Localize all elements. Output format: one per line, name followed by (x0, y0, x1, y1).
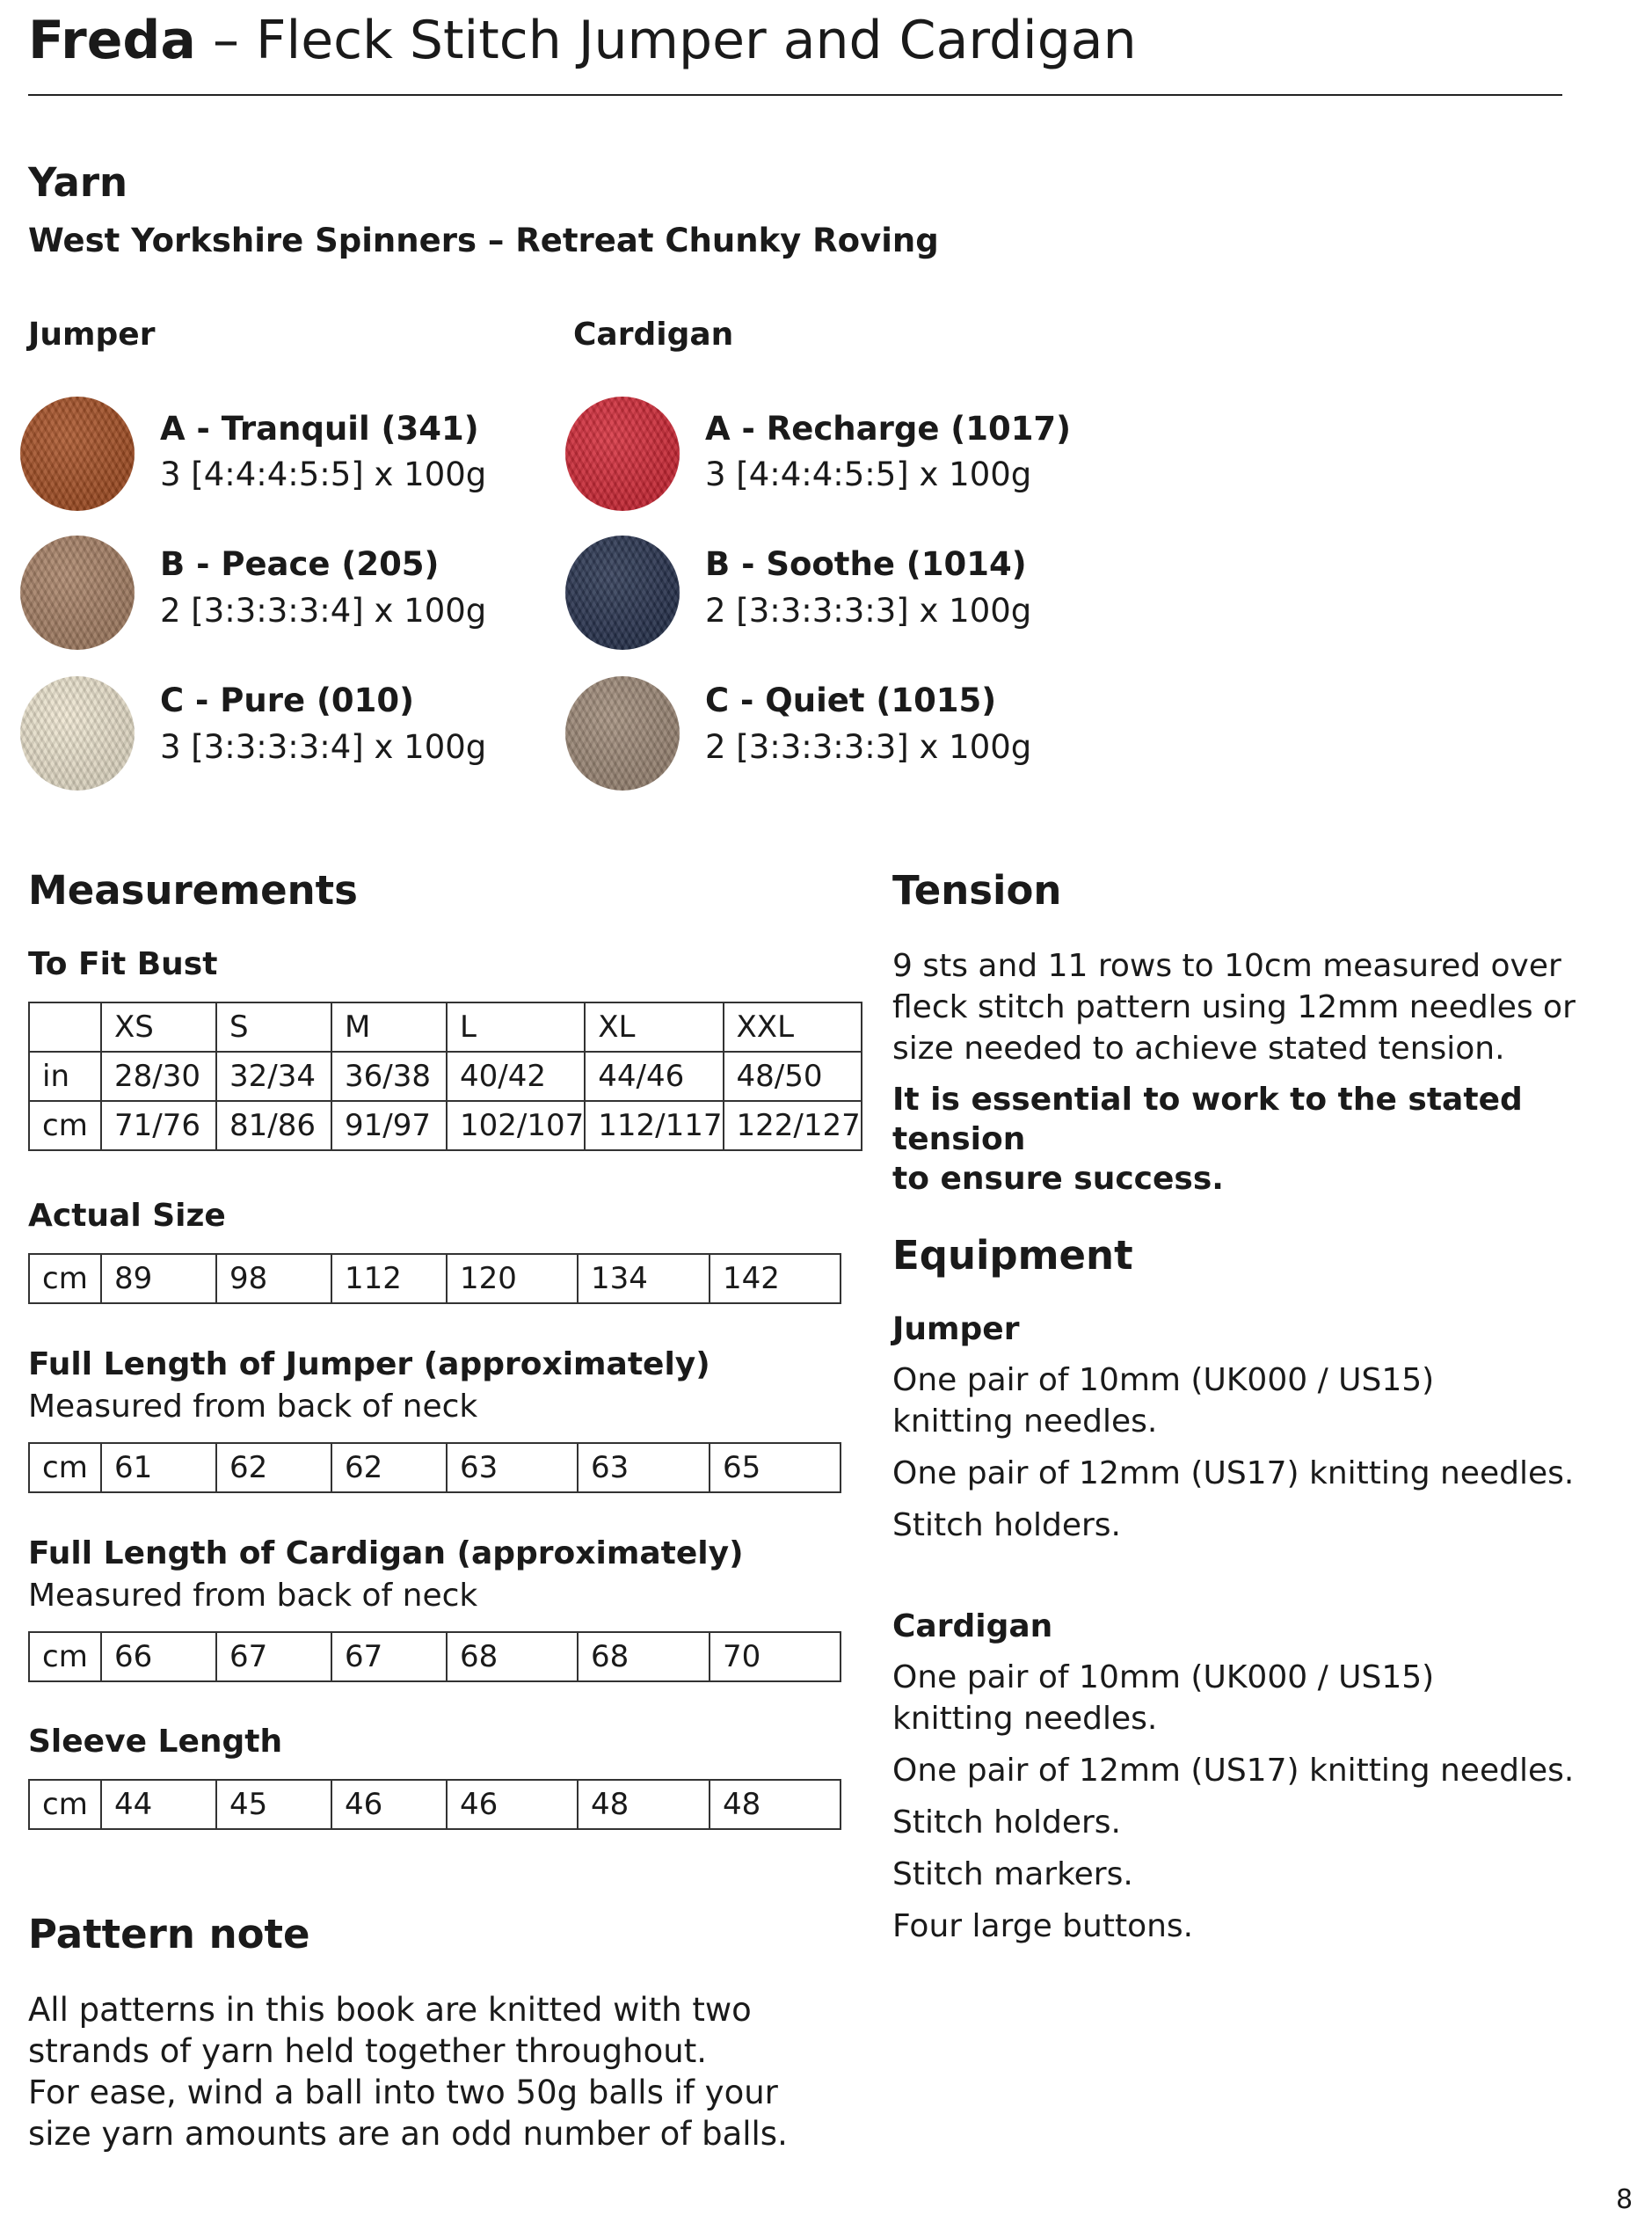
page-number: 8 (1616, 2184, 1634, 2215)
table-cell: XL (585, 1002, 723, 1052)
equipment-cardigan-heading: Cardigan (892, 1608, 1053, 1644)
yarn-jumper-c-qty: 3 [3:3:3:3:4] x 100g (160, 728, 487, 766)
equipment-cardigan-needles-10mm-cont: knitting needles. (892, 1701, 1158, 1737)
equipment-jumper-heading: Jumper (892, 1311, 1020, 1347)
table-cell: 63 (578, 1443, 710, 1492)
table-cell: 70 (710, 1632, 841, 1681)
table-cell: XS (101, 1002, 216, 1052)
equipment-jumper-needles-12mm: One pair of 12mm (US17) knitting needles. (892, 1455, 1575, 1491)
yarn-cardigan-c-name: C - Quiet (1015) (705, 682, 997, 719)
table-cell: 68 (447, 1632, 578, 1681)
table-cell: 45 (216, 1780, 331, 1829)
yarn-swatch-cardigan-b (565, 536, 680, 650)
actual-size-table (28, 1253, 841, 1304)
table-cell: 48 (578, 1780, 710, 1829)
table-cell: 32/34 (216, 1052, 331, 1101)
table-cell: 62 (331, 1443, 447, 1492)
table-cell: 65 (710, 1443, 841, 1492)
table-cell: 48/50 (724, 1052, 862, 1101)
measurements-heading: Measurements (28, 867, 358, 914)
equipment-cardigan-markers: Stitch markers. (892, 1856, 1133, 1892)
jumper-length-table (28, 1442, 841, 1493)
table-row (29, 1443, 841, 1492)
table-cell: 91/97 (331, 1101, 447, 1150)
table-cell: cm (29, 1632, 101, 1681)
table-cell: 71/76 (101, 1101, 216, 1150)
table-cell: 134 (578, 1254, 710, 1303)
actual-size-heading: Actual Size (28, 1198, 226, 1234)
pattern-note-heading: Pattern note (28, 1911, 310, 1957)
table-cell: 112 (331, 1254, 447, 1303)
table-cell: 63 (447, 1443, 578, 1492)
tension-warning-line: It is essential to work to the stated tension (892, 1082, 1523, 1157)
yarn-jumper-heading: Jumper (28, 317, 156, 353)
pattern-note-line: For ease, wind a ball into two 50g balls if your (28, 2074, 778, 2111)
yarn-swatch-jumper-c (20, 676, 135, 791)
tension-warning (892, 1080, 1652, 1199)
sleeve-length-table (28, 1779, 841, 1830)
table-cell: 66 (101, 1632, 216, 1681)
table-cell: 89 (101, 1254, 216, 1303)
pattern-note-line: strands of yarn held together throughout. (28, 2032, 707, 2070)
table-cell: cm (29, 1254, 101, 1303)
table-cell: 142 (710, 1254, 841, 1303)
table-cell: 67 (331, 1632, 447, 1681)
sleeve-length-heading: Sleeve Length (28, 1724, 283, 1760)
table-cell: 98 (216, 1254, 331, 1303)
table-row (29, 1254, 841, 1303)
cardigan-length-table (28, 1631, 841, 1682)
tension-heading: Tension (892, 867, 1062, 914)
yarn-jumper-a-name: A - Tranquil (341) (160, 410, 479, 448)
yarn-heading: Yarn (28, 159, 128, 206)
table-cell: cm (29, 1443, 101, 1492)
title-rest: – Fleck Stitch Jumper and Cardigan (195, 10, 1137, 71)
equipment-cardigan-needles-10mm: One pair of 10mm (UK000 / US15) (892, 1659, 1435, 1695)
table-row (29, 1632, 841, 1681)
pattern-note-line: All patterns in this book are knitted with two (28, 1991, 752, 2029)
title-rule (28, 94, 1562, 96)
table-cell: 40/42 (447, 1052, 585, 1101)
yarn-cardigan-a-qty: 3 [4:4:4:5:5] x 100g (705, 456, 1032, 493)
tension-line: 9 sts and 11 rows to 10cm measured over (892, 948, 1561, 984)
table-cell: XXL (724, 1002, 862, 1052)
cardigan-length-heading: Full Length of Cardigan (approximately) (28, 1535, 744, 1571)
bust-table (28, 1002, 862, 1151)
table-cell: cm (29, 1780, 101, 1829)
table-cell: 46 (447, 1780, 578, 1829)
yarn-cardigan-c-qty: 2 [3:3:3:3:3] x 100g (705, 728, 1032, 766)
table-cell: 44/46 (585, 1052, 723, 1101)
table-cell: 68 (578, 1632, 710, 1681)
table-cell: 81/86 (216, 1101, 331, 1150)
table-cell: cm (29, 1101, 101, 1150)
pattern-note-line: size yarn amounts are an odd number of balls. (28, 2115, 788, 2153)
table-cell: 44 (101, 1780, 216, 1829)
tension-text (892, 945, 1576, 1069)
table-cell: 28/30 (101, 1052, 216, 1101)
table-cell: L (447, 1002, 585, 1052)
table-row (29, 1052, 862, 1101)
equipment-cardigan-needles-12mm: One pair of 12mm (US17) knitting needles. (892, 1753, 1575, 1789)
tension-line: size needed to achieve stated tension. (892, 1031, 1505, 1067)
table-cell (29, 1002, 101, 1052)
equipment-jumper-holders: Stitch holders. (892, 1507, 1121, 1543)
table-cell: M (331, 1002, 447, 1052)
title-bold: Freda (28, 10, 196, 71)
equipment-jumper-needles-10mm-cont: knitting needles. (892, 1403, 1158, 1440)
yarn-swatch-cardigan-c (565, 676, 680, 791)
yarn-swatch-cardigan-a (565, 397, 680, 511)
pattern-note-text (28, 1989, 788, 2154)
to-fit-bust-heading: To Fit Bust (28, 946, 218, 982)
equipment-jumper-needles-10mm: One pair of 10mm (UK000 / US15) (892, 1362, 1435, 1398)
table-row (29, 1101, 862, 1150)
table-cell: 48 (710, 1780, 841, 1829)
yarn-jumper-a-qty: 3 [4:4:4:5:5] x 100g (160, 456, 487, 493)
yarn-jumper-c-name: C - Pure (010) (160, 682, 415, 719)
yarn-cardigan-a-name: A - Recharge (1017) (705, 410, 1072, 448)
yarn-swatch-jumper-a (20, 397, 135, 511)
yarn-cardigan-b-qty: 2 [3:3:3:3:3] x 100g (705, 592, 1032, 630)
equipment-cardigan-buttons: Four large buttons. (892, 1908, 1194, 1944)
table-row (29, 1002, 862, 1052)
page-title (28, 7, 1137, 74)
table-cell: 102/107 (447, 1101, 585, 1150)
table-row (29, 1780, 841, 1829)
table-cell: 62 (216, 1443, 331, 1492)
jumper-length-note: Measured from back of neck (28, 1389, 478, 1425)
cardigan-length-note: Measured from back of neck (28, 1578, 478, 1614)
yarn-jumper-b-qty: 2 [3:3:3:3:4] x 100g (160, 592, 487, 630)
yarn-brand: West Yorkshire Spinners – Retreat Chunky Roving (28, 222, 939, 259)
yarn-cardigan-heading: Cardigan (573, 317, 734, 353)
table-cell: 112/117 (585, 1101, 723, 1150)
equipment-cardigan-holders: Stitch holders. (892, 1804, 1121, 1841)
table-cell: 120 (447, 1254, 578, 1303)
yarn-swatch-jumper-b (20, 536, 135, 650)
table-cell: 122/127 (724, 1101, 862, 1150)
table-cell: 67 (216, 1632, 331, 1681)
yarn-jumper-b-name: B - Peace (205) (160, 545, 440, 583)
tension-line: fleck stitch pattern using 12mm needles or (892, 989, 1576, 1025)
table-cell: S (216, 1002, 331, 1052)
table-cell: in (29, 1052, 101, 1101)
table-cell: 61 (101, 1443, 216, 1492)
yarn-cardigan-b-name: B - Soothe (1014) (705, 545, 1027, 583)
table-cell: 36/38 (331, 1052, 447, 1101)
tension-warning-line: to ensure success. (892, 1161, 1224, 1197)
table-cell: 46 (331, 1780, 447, 1829)
equipment-heading: Equipment (892, 1232, 1133, 1279)
jumper-length-heading: Full Length of Jumper (approximately) (28, 1346, 710, 1382)
